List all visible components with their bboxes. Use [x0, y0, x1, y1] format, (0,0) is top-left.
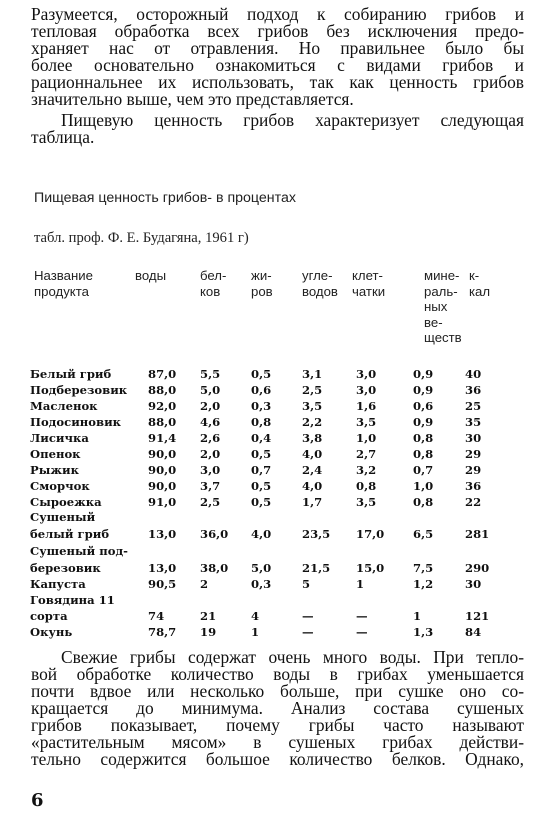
value-cell: 88,0: [148, 383, 177, 397]
value-cell: 21,5: [302, 561, 331, 575]
value-cell: 78,7: [148, 625, 177, 639]
text-line: рационнальнее их использовать, так как ценность грибов: [31, 72, 524, 92]
value-cell: 3,8: [302, 431, 323, 445]
value-cell: 0,9: [413, 383, 434, 397]
value-cell: 0,8: [251, 415, 272, 429]
table-row: [0, 576, 555, 592]
value-cell: 3,0: [356, 383, 377, 397]
value-cell: 1,7: [302, 495, 323, 509]
value-cell: 87,0: [148, 367, 177, 381]
value-cell: 36: [465, 383, 482, 397]
table-row: [0, 592, 555, 608]
table-row: [0, 560, 555, 576]
value-cell: 0,5: [251, 367, 272, 381]
value-cell: 0,5: [251, 495, 272, 509]
table-row: [0, 608, 555, 624]
value-cell: 15,0: [356, 561, 385, 575]
value-cell: 0,8: [413, 447, 434, 461]
value-cell: 90,0: [148, 447, 177, 461]
value-cell: 30: [465, 431, 482, 445]
value-cell: 1,0: [356, 431, 377, 445]
value-cell: 1,3: [413, 625, 434, 639]
value-cell: 3,1: [302, 367, 323, 381]
value-cell: 1: [356, 577, 365, 591]
value-cell: 1,0: [413, 479, 434, 493]
value-cell: —: [356, 625, 368, 639]
product-name-cell: Белый гриб: [30, 367, 112, 381]
value-cell: 4,0: [302, 479, 323, 493]
product-name-cell: Говядина 11: [30, 593, 115, 607]
product-name-cell: Сморчок: [30, 479, 90, 493]
product-name-cell: березовик: [30, 561, 101, 575]
text-line: почти вдвое или несколько больше, при сушке оно со-: [31, 681, 524, 701]
intro-paragraph: [31, 6, 524, 108]
value-cell: 1,2: [413, 577, 434, 591]
value-cell: 23,5: [302, 527, 331, 541]
header-fiber: клет- чатки: [352, 268, 386, 299]
product-name-cell: Опенок: [30, 447, 81, 461]
product-name-cell: Масленок: [30, 399, 98, 413]
table-row: [0, 430, 555, 446]
text-line: более основательно ознакомиться с видами грибов и: [31, 55, 524, 75]
text-line: Свежие грибы содержат очень много воды. При тепло-: [61, 647, 524, 667]
table-row: [0, 624, 555, 640]
value-cell: 84: [465, 625, 482, 639]
table-row: [0, 509, 555, 525]
value-cell: 5: [302, 577, 311, 591]
text-line: значительно выше, чем это представляется.: [31, 89, 354, 109]
page-number: 6: [31, 790, 44, 811]
product-name-cell: белый гриб: [30, 527, 110, 541]
product-name-cell: Сыроежка: [30, 495, 102, 509]
text-line: таблица.: [31, 127, 95, 147]
value-cell: 2: [200, 577, 209, 591]
value-cell: 0,6: [251, 383, 272, 397]
text-line: вой обработке количество воды в грибах уменьшается: [31, 664, 524, 684]
value-cell: 25: [465, 399, 482, 413]
table-row: [0, 543, 555, 559]
value-cell: 3,5: [356, 415, 377, 429]
value-cell: 29: [465, 447, 482, 461]
value-cell: 13,0: [148, 561, 177, 575]
text-line: Разумеется, осторожный подход к собиранию грибов и: [31, 4, 524, 24]
value-cell: 90,5: [148, 577, 177, 591]
value-cell: —: [356, 609, 368, 623]
table-source: табл. проф. Ф. Е. Будагяна, 1961 г): [34, 230, 249, 246]
value-cell: 5,0: [251, 561, 272, 575]
value-cell: 1: [413, 609, 422, 623]
value-cell: 38,0: [200, 561, 229, 575]
table-caption: Пищевая ценность грибов- в процентах: [34, 190, 296, 206]
value-cell: 2,0: [200, 399, 221, 413]
value-cell: 2,7: [356, 447, 377, 461]
value-cell: 19: [200, 625, 217, 639]
header-carbs: угле- водов: [302, 268, 338, 299]
value-cell: 4,0: [251, 527, 272, 541]
value-cell: —: [302, 625, 314, 639]
table-row: [0, 494, 555, 510]
value-cell: 90,0: [148, 463, 177, 477]
value-cell: 88,0: [148, 415, 177, 429]
value-cell: 2,6: [200, 431, 221, 445]
text-line: тельно содержится большое количество белков. Однако,: [31, 749, 524, 769]
value-cell: 0,8: [413, 431, 434, 445]
table-row: [0, 398, 555, 414]
value-cell: 17,0: [356, 527, 385, 541]
value-cell: 7,5: [413, 561, 434, 575]
value-cell: 21: [200, 609, 217, 623]
value-cell: 2,5: [302, 383, 323, 397]
value-cell: 0,7: [413, 463, 434, 477]
value-cell: 90,0: [148, 479, 177, 493]
text-line: тепловая обработка всех грибов без исключения предо-: [31, 21, 524, 41]
product-name-cell: Окунь: [30, 625, 73, 639]
text-line: Пищевую ценность грибов характеризует следующая: [61, 110, 524, 130]
value-cell: 91,4: [148, 431, 177, 445]
value-cell: 0,9: [413, 367, 434, 381]
value-cell: 2,0: [200, 447, 221, 461]
value-cell: 2,2: [302, 415, 323, 429]
table-row: [0, 414, 555, 430]
value-cell: 74: [148, 609, 165, 623]
product-name-cell: Сушеный под-: [30, 544, 128, 558]
value-cell: 3,2: [356, 463, 377, 477]
table-intro-paragraph: [31, 112, 524, 146]
value-cell: 0,8: [356, 479, 377, 493]
value-cell: 2,4: [302, 463, 323, 477]
value-cell: 13,0: [148, 527, 177, 541]
value-cell: 0,7: [251, 463, 272, 477]
value-cell: 29: [465, 463, 482, 477]
table-row: [0, 366, 555, 382]
value-cell: 0,5: [251, 447, 272, 461]
value-cell: 0,8: [413, 495, 434, 509]
value-cell: 3,0: [200, 463, 221, 477]
header-kcal: к- кал: [469, 268, 491, 299]
value-cell: 290: [465, 561, 490, 575]
header-water: воды: [135, 268, 167, 283]
value-cell: 3,5: [302, 399, 323, 413]
value-cell: 4,0: [302, 447, 323, 461]
value-cell: 1,6: [356, 399, 377, 413]
product-name-cell: Лисичка: [30, 431, 89, 445]
value-cell: 121: [465, 609, 490, 623]
table-row: [0, 462, 555, 478]
value-cell: 36,0: [200, 527, 229, 541]
value-cell: 0,5: [251, 479, 272, 493]
value-cell: 91,0: [148, 495, 177, 509]
value-cell: 6,5: [413, 527, 434, 541]
value-cell: 4,6: [200, 415, 221, 429]
product-name-cell: Рыжик: [30, 463, 80, 477]
product-name-cell: сорта: [30, 609, 68, 623]
value-cell: 3,0: [356, 367, 377, 381]
header-product: Название продукта: [34, 268, 93, 299]
header-proteins: бел- ков: [200, 268, 227, 299]
value-cell: 281: [465, 527, 490, 541]
header-fats: жи- ров: [251, 268, 273, 299]
table-row: [0, 478, 555, 494]
product-name-cell: Сушеный: [30, 510, 96, 524]
value-cell: 0,4: [251, 431, 272, 445]
value-cell: 22: [465, 495, 482, 509]
value-cell: 0,3: [251, 577, 272, 591]
product-name-cell: Подберезовик: [30, 383, 128, 397]
text-line: храняет нас от отравления. Но правильнее было бы: [31, 38, 524, 58]
value-cell: 3,5: [356, 495, 377, 509]
value-cell: 2,5: [200, 495, 221, 509]
value-cell: 36: [465, 479, 482, 493]
product-name-cell: Капуста: [30, 577, 86, 591]
value-cell: 30: [465, 577, 482, 591]
table-row: [0, 382, 555, 398]
table-row: [0, 526, 555, 542]
text-line: грибов показывает, почему грибы часто называют: [31, 715, 524, 735]
value-cell: 5,5: [200, 367, 221, 381]
text-line: кращается до минимума. Анализ состава сушеных: [31, 698, 524, 718]
closing-paragraph: [31, 649, 524, 768]
value-cell: 4: [251, 609, 260, 623]
value-cell: 0,3: [251, 399, 272, 413]
value-cell: 35: [465, 415, 482, 429]
value-cell: —: [302, 609, 314, 623]
value-cell: 92,0: [148, 399, 177, 413]
table-row: [0, 446, 555, 462]
header-minerals: мине- раль- ных ве- ществ: [424, 268, 462, 345]
value-cell: 0,9: [413, 415, 434, 429]
value-cell: 1: [251, 625, 260, 639]
text-line: «растительным мясом» в сушеных грибах действи-: [31, 732, 524, 752]
value-cell: 40: [465, 367, 482, 381]
value-cell: 5,0: [200, 383, 221, 397]
product-name-cell: Подосиновик: [30, 415, 122, 429]
value-cell: 0,6: [413, 399, 434, 413]
value-cell: 3,7: [200, 479, 221, 493]
